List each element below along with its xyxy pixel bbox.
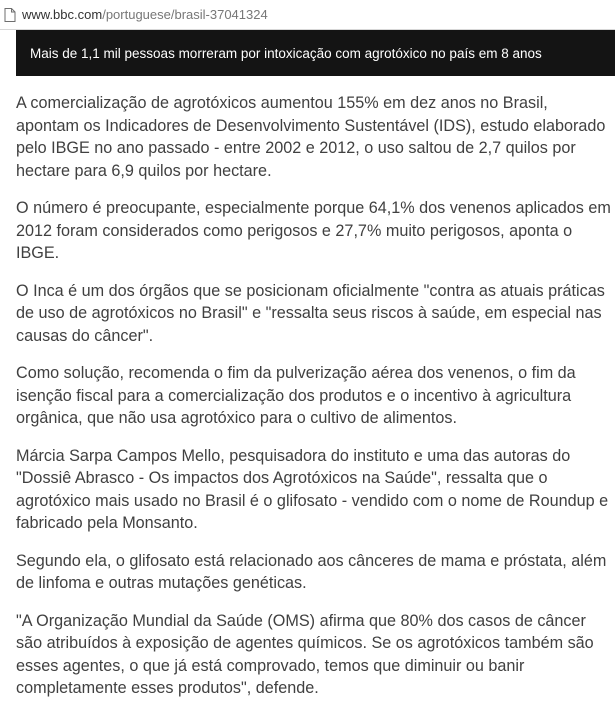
article-paragraph: Segundo ela, o glifosato está relacionado aos cânceres de mama e próstata, além de linfoma e outras mutações genéticas. (16, 551, 607, 592)
url-path: /portuguese/brasil-37041324 (102, 7, 268, 22)
article-paragraph: "A Organização Mundial da Saúde (OMS) afirma que 80% dos casos de câncer são atribuídos à exposição de agentes químicos. Se os agrotóxicos também são esses agentes, o que já está comprovado, temos que diminuir ou banir completamente esses produtos", defende. (16, 611, 594, 697)
url-domain: www.bbc.com (22, 7, 103, 22)
address-bar[interactable] (0, 0, 615, 30)
article-paragraph: Como solução, recomenda o fim da pulverização aérea dos venenos, o fim da isenção fiscal para a comercialização dos produtos e o incentivo à agricultura orgânica, que não usa agrotóxico para o cultivo de alimentos. (16, 364, 576, 427)
article-paragraph: A comercialização de agrotóxicos aumentou 155% em dez anos no Brasil, apontam os Indicadores de Desenvolvimento Sustentável (IDS), estudo elaborado pelo IBGE no ano passado - entre 2002 e 2012, o uso saltou de 2,7 quilos por hectare para 6,9 quilos por hectare. (16, 94, 606, 180)
article-paragraph: Márcia Sarpa Campos Mello, pesquisadora do instituto e uma das autoras do "Dossiê Abrasco - Os impactos dos Agrotóxicos na Saúde", ressalta que o agrotóxico mais usado no Brasil é o glifosato - vendido com o nome de Roundup e fabricado pela Monsanto. (16, 446, 609, 532)
image-caption-text: Mais de 1,1 mil pessoas morreram por intoxicação com agrotóxico no país em 8 anos (30, 45, 542, 61)
article-paragraph: O número é preocupante, especialmente porque 64,1% dos venenos aplicados em 2012 foram considerados como perigosos e 27,7% muito perigosos, aponta o IBGE. (16, 199, 611, 262)
article-body (16, 92, 611, 715)
article-paragraph: O Inca é um dos órgãos que se posicionam oficialmente "contra as atuais práticas de uso de agrotóxicos no Brasil" e "ressalta seus riscos à saúde, em especial nas causas do câncer". (16, 281, 605, 345)
image-caption (16, 30, 615, 76)
url-text[interactable] (22, 7, 268, 22)
page-info-icon[interactable] (3, 8, 17, 22)
